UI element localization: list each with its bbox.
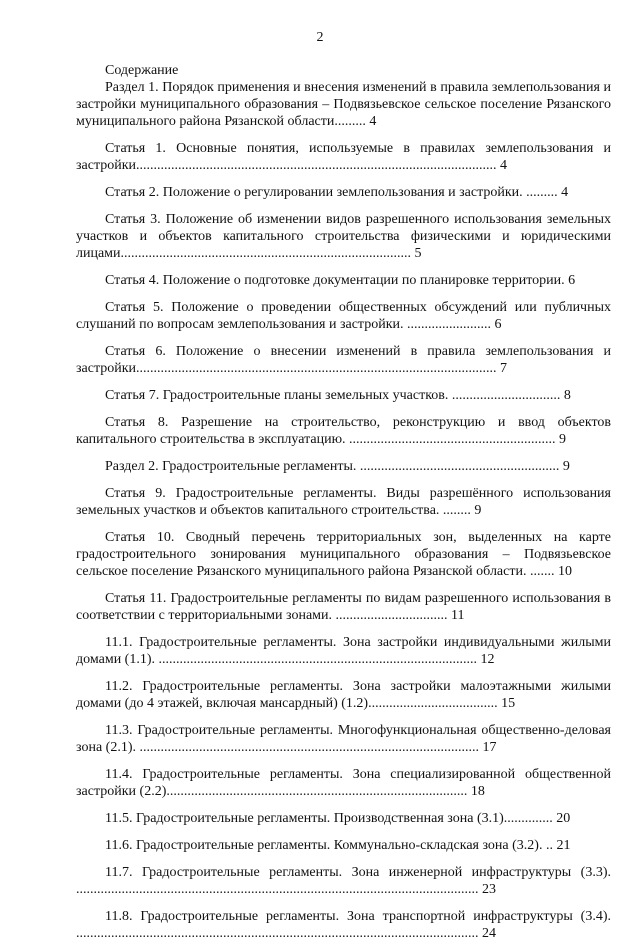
toc-entry-page: 21 xyxy=(556,838,571,853)
toc-entry-page: 24 xyxy=(482,926,496,941)
toc-entry-page: 7 xyxy=(500,361,508,376)
toc-entry xyxy=(76,766,611,800)
toc-entry xyxy=(76,908,611,942)
toc-entry-page: 23 xyxy=(482,882,496,897)
toc-entry xyxy=(76,272,611,289)
toc-heading: Содержание xyxy=(105,63,179,78)
toc-entry-title: Раздел 2. Градостроительные регламенты. ......................................................... xyxy=(105,459,560,474)
toc-entry-page: 6 xyxy=(568,273,576,288)
toc-entry-page: 9 xyxy=(562,459,570,474)
toc-entry-title: Статья 7. Градостроительные планы земельных участков. ............................... xyxy=(105,388,561,403)
toc-entry-title: Статья 6. Положение о внесении изменений в правила землепользования и застройки....................................................................................................... xyxy=(76,344,611,376)
toc-entry xyxy=(76,634,611,668)
toc-entry-page: 20 xyxy=(556,811,571,826)
toc-entry-page: 8 xyxy=(563,388,571,403)
toc-entry-title: Статья 4. Положение о подготовке документации по планировке территории. xyxy=(105,273,565,288)
toc-entry xyxy=(76,184,611,201)
toc-entry xyxy=(76,837,611,854)
toc-entry-title: Статья 3. Положение об изменении видов разрешенного использования земельных участков и объектов капитального строительства физическими и юридическими лицами................................................................................... xyxy=(76,212,611,261)
toc-entry xyxy=(76,387,611,404)
toc-entry-title: 11.8. Градостроительные регламенты. Зона транспортной инфраструктуры (3.4). ................................................................................................................... xyxy=(76,909,611,941)
toc-entry-page: 4 xyxy=(369,114,377,129)
toc-entry-page: 9 xyxy=(559,432,567,447)
toc-entry xyxy=(76,299,611,333)
toc-entry-title: Статья 2. Положение о регулировании землепользования и застройки. ......... xyxy=(105,185,558,200)
toc-entry-title: Статья 10. Сводный перечень территориальных зон, выделенных на карте градостроительного зонирования муниципального образования – Подвязьевское сельское поселение Рязанского муниципального района Рязанской области. ....... xyxy=(76,530,611,579)
toc-entry-title: 11.5. Градостроительные регламенты. Производственная зона (3.1).............. xyxy=(105,811,553,826)
toc-entry xyxy=(76,414,611,448)
toc-entry xyxy=(76,529,611,580)
toc-entry-page: 4 xyxy=(561,185,569,200)
toc-entry-page: 18 xyxy=(470,784,485,799)
toc-entry xyxy=(76,79,611,130)
toc-entry-title: Статья 5. Положение о проведении общественных обсуждений или публичных слушаний по вопросам землепользования и застройки. ........................ xyxy=(76,300,611,332)
toc-entry-page: 6 xyxy=(494,317,502,332)
page-number: 2 xyxy=(316,30,324,45)
toc-entry xyxy=(76,864,611,898)
toc-entry xyxy=(76,458,611,475)
toc-entry xyxy=(76,722,611,756)
toc-entry-title: Статья 8. Разрешение на строительство, реконструкцию и ввод объектов капитального строительства в эксплуатацию. ........................................................... xyxy=(76,415,611,447)
toc-entry xyxy=(76,140,611,174)
toc-entry-title: Статья 11. Градостроительные регламенты по видам разрешенного использования в соответствии с территориальными зонами. ................................ xyxy=(76,591,611,623)
toc-entry-page: 9 xyxy=(474,503,482,518)
toc-entry-page: 4 xyxy=(500,158,508,173)
toc-entry xyxy=(76,678,611,712)
toc-entry-title: 11.1. Градостроительные регламенты. Зона застройки индивидуальными жилыми домами (1.1). ........................................................................................... xyxy=(76,635,611,667)
toc-entry-title: 11.7. Градостроительные регламенты. Зона инженерной инфраструктуры (3.3). ................................................................................................................... xyxy=(76,865,611,897)
table-of-contents xyxy=(76,79,611,952)
toc-entry-title: Статья 9. Градостроительные регламенты. Виды разрешённого использования земельных участков и объектов капитального строительства. ........ xyxy=(76,486,611,518)
toc-entry xyxy=(76,485,611,519)
toc-entry-page: 11 xyxy=(451,608,465,623)
toc-entry-page: 15 xyxy=(501,696,516,711)
toc-entry xyxy=(76,343,611,377)
toc-entry-page: 10 xyxy=(557,564,572,579)
toc-entry xyxy=(76,211,611,262)
toc-entry-page: 12 xyxy=(480,652,495,667)
toc-entry-title: 11.3. Градостроительные регламенты. Многофункциональная общественно-деловая зона (2.1). ................................................................................................. xyxy=(76,723,611,755)
toc-entry-title: Статья 1. Основные понятия, используемые в правилах землепользования и застройки....................................................................................................... xyxy=(76,141,611,173)
toc-entry xyxy=(76,590,611,624)
toc-entry-title: 11.6. Градостроительные регламенты. Коммунально-складская зона (3.2). .. xyxy=(105,838,553,853)
toc-entry-page: 5 xyxy=(414,246,422,261)
toc-entry-title: 11.2. Градостроительные регламенты. Зона застройки малоэтажными жилыми домами (до 4 этажей, включая мансардный) (1.2)..................................... xyxy=(76,679,611,711)
toc-entry-title: 11.4. Градостроительные регламенты. Зона специализированной общественной застройки (2.2)...................................................................................... xyxy=(76,767,611,799)
toc-entry xyxy=(76,810,611,827)
toc-entry-title: Раздел 1. Порядок применения и внесения изменений в правила землепользования и застройки муниципального образования – Подвязьевское сельское поселение Рязанского муниципального района Рязанской области......... xyxy=(76,80,611,129)
toc-entry-page: 17 xyxy=(482,740,497,755)
